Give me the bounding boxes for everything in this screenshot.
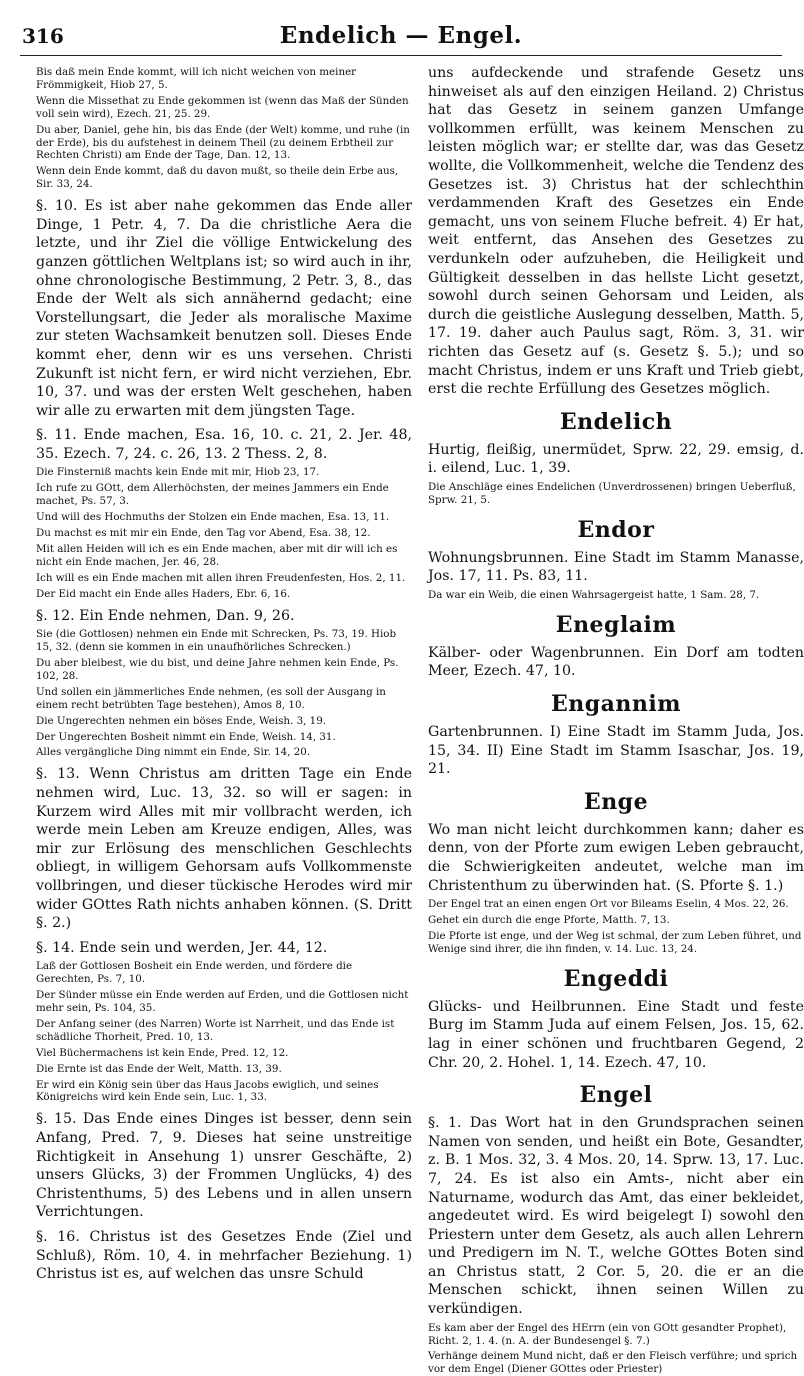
citation: Du aber bleibest, wie du bist, und deine Jahre nehmen kein Ende, Ps. 102, 28. xyxy=(36,657,399,682)
citation-block xyxy=(36,628,412,759)
entry-heading-engel: Engel xyxy=(579,1082,653,1109)
entry-heading-endor: Endor xyxy=(577,516,655,543)
citation: Und sollen ein jämmerliches Ende nehmen, (es soll der Ausgang in einem recht betrübten Tage bestehen), Amos 8, 10. xyxy=(36,685,386,711)
citation: Ich rufe zu GOtt, dem Allerhöchsten, der meines Jammers ein Ende machet, Ps. 57, 3. xyxy=(36,482,389,508)
section-12: §. 12. Ein Ende nehmen, Dan. 9, 26. xyxy=(36,607,295,624)
section-11: §. 11. Ende machen, Esa. 16, 10. c. 21, 2. Jer. 48, 35. Ezech. 7, 24. c. 26, 13. 2 Thess. 2, 8. xyxy=(36,427,412,462)
entry-heading-eneglaim: Eneglaim xyxy=(555,611,677,638)
entry-text-engel-section-1: §. 1. Das Wort hat in den Grundsprachen seinen Namen von senden, und heißt ein Bote, Gesandter, z. B. 1 Mos. 32, 3. 4 Mos. 20, 14. Sprw. 13, 17. Luc. 7, 24. Es ist also ein Amts-, nicht aber ein Naturname, wodurch das Amt, das einer bekleidet, angedeutet wird. Es wird beigelegt I) sowohl den Priestern unter dem Gesetz, als auch allen Lehrern und Predigern im N. T., welche GOttes Boten sind an Christus statt, 2 Cor. 5, 20. die er an die Menschen schickt, ihnen seinen Willen zu verkündigen. xyxy=(428,1115,804,1318)
citation: Gehet ein durch die enge Pforte, Matth. 7, 13. xyxy=(428,914,670,927)
entry-text-endor: Wohnungsbrunnen. Eine Stadt im Stamm Manasse, Jos. 17, 11. Ps. 83, 11. xyxy=(428,549,804,585)
entry-text-enge: Wo man nicht leicht durchkommen kann; daher es denn, von der Pforte zum ewigen Leben gebraucht, die Schwierigkeiten andeutet, welche man im Christenthum zu überwinden hat. (S. Pforte §. 1.) xyxy=(428,821,804,894)
entry-text-engannim: Gartenbrunnen. I) Eine Stadt im Stamm Juda, Jos. 15, 34. II) Eine Stadt im Stamm Isaschar, Jos. 19, 21. xyxy=(428,723,804,778)
entry-text-endelich: Hurtig, fleißig, unermüdet, Sprw. 22, 29. emsig, d. i. eilend, Luc. 1, 39. xyxy=(428,441,804,477)
section-10: §. 10. Es ist aber nahe gekommen das Ende aller Dinge, 1 Petr. 4, 7. Da die christliche Aera die letzte, und ihr Ziel die völlige Entwickelung des ganzen göttlichen Weltplans ist; so wird auch in ihr, ohne chronologische Bestimmung, 2 Petr. 3, 8., das Ende der Welt als sich annähernd gedacht; eine Vorstellungsart, die Jeder als moralische Maxime zur steten Wachsamkeit benutzen soll. Dieses Ende kommt eher, denn wir es uns versehen. Christi Zukunft ist nicht fern, er wird nicht verziehen, Ebr. 10, 37. und was der ersten Welt geschehen, haben wir alle zu erwarten mit dem jüngsten Tage. xyxy=(36,198,412,419)
citation-block xyxy=(36,66,412,191)
right-column xyxy=(428,64,804,1376)
citation: Sie (die Gottlosen) nehmen ein Ende mit Schrecken, Ps. 73, 19. Hiob 15, 32. (denn sie kommen in ein unaufhörliches Schrecken.) xyxy=(36,628,397,654)
entry-heading-engeddi: Engeddi xyxy=(563,965,669,992)
section-16-continued: uns aufdeckende und strafende Gesetz uns hinweiset als auf den einzigen Heiland. 2) Christus hat das Gesetz in seinem ganzen Umfange vollkommen erfüllt, was keinem Menschen zu leisten möglich war; er stellte dar, was das Gesetz wollte, die Vollkommenheit, welche die Tendenz des Gesetzes ist. 3) Christus hat der schlechthin verdammenden Kraft des Gesetzes ein Ende gemacht, uns von seinem Fluche befreit. 4) Er hat, weit entfernt, das Ansehen des Gesetzes zu verdunkeln oder aufzuheben, die Heiligkeit und Gültigkeit desselben in das hellste Licht gesetzt, sowohl durch seinen Gehorsam und Leiden, als durch die geistliche Auslegung desselben, Matth. 5, 17. 19. daher auch Paulus sagt, Röm. 3, 31. wir richten das Gesetz auf (s. Gesetz §. 5.); und so macht Christus, indem er uns Kraft und Trieb giebt, erst die rechte Erfüllung des Gesetzes möglich. xyxy=(428,65,804,398)
citation: Alles vergängliche Ding nimmt ein Ende, Sir. 14, 20. xyxy=(36,746,311,759)
citation: Viel Büchermachens ist kein Ende, Pred. 12, 12. xyxy=(36,1046,289,1059)
citation: Und will des Hochmuths der Stolzen ein Ende machen, Esa. 13, 11. xyxy=(36,511,390,524)
citation-block xyxy=(428,898,804,956)
entry-text-eneglaim: Kälber- oder Wagenbrunnen. Ein Dorf am todten Meer, Ezech. 47, 10. xyxy=(428,644,804,680)
citation-block xyxy=(428,481,804,507)
citation: Er wird ein König sein über das Haus Jacobs ewiglich, und seines Königreichs wird kein Ende sein, Luc. 1, 33. xyxy=(36,1078,379,1104)
citation: Der Sünder müsse ein Ende werden auf Erden, und die Gottlosen nicht mehr sein, Ps. 104, 35. xyxy=(36,989,409,1015)
citation: Der Eid macht ein Ende alles Haders, Ebr. 6, 16. xyxy=(36,587,291,600)
section-13: §. 13. Wenn Christus am dritten Tage ein Ende nehmen wird, Luc. 13, 32. so will er sagen: in Kurzem wird Alles mit mir vollbracht werden, ich werde mein Leben am Kreuze endigen, Alles, was mir zur Erlösung des menschlichen Geschlechts obliegt, in willigem Gehorsam aufs Vollkommenste vollbringen, und dieser tückische Herodes wird mir wider GOttes Rath nichts anhaben können. (S. Dritt §. 2.) xyxy=(36,766,412,932)
citation: Da war ein Weib, die einen Wahrsagergeist hatte, 1 Sam. 28, 7. xyxy=(428,588,760,601)
citation: Laß der Gottlosen Bosheit ein Ende werden, und fördere die Gerechten, Ps. 7, 10. xyxy=(36,960,353,986)
entry-text-engeddi: Glücks- und Heilbrunnen. Eine Stadt und feste Burg im Stamm Juda auf einem Felsen, Jos. 15, 62. lag in einer schönen und fruchtbaren Gegend, 2 Chr. 20, 2. Hohel. 1, 14. Ezech. 47, 10. xyxy=(428,998,804,1071)
citation: Der Ungerechten Bosheit nimmt ein Ende, Weish. 14, 31. xyxy=(36,730,336,743)
left-column xyxy=(36,64,412,1284)
citation: Verhänge deinem Mund nicht, daß er den Fleisch verführe; und sprich vor dem Engel (Diener GOttes oder Priester) xyxy=(428,1350,798,1376)
page-number: 316 xyxy=(22,24,64,48)
section-14: §. 14. Ende sein und werden, Jer. 44, 12. xyxy=(36,939,328,956)
citation: Wenn dein Ende kommt, daß du davon mußt, so theile dein Erbe aus, Sir. 33, 24. xyxy=(36,165,399,191)
citation-block xyxy=(428,1322,804,1376)
section-15: §. 15. Das Ende eines Dinges ist besser, denn sein Anfang, Pred. 7, 9. Dieses hat seine unstreitige Richtigkeit in Ansehung 1) unsrer Geschäfte, 2) unsers Glücks, 3) der Frommen Unglücks, 4) des Christenthums, 5) des Lebens und in allen unsern Verrichtungen. xyxy=(36,1111,412,1221)
citation: Ich will es ein Ende machen mit allen ihren Freudenfesten, Hos. 2, 11. xyxy=(36,571,406,584)
entry-heading-enge: Enge xyxy=(583,788,649,815)
citation: Der Engel trat an einen engen Ort vor Bileams Eselin, 4 Mos. 22, 26. xyxy=(428,898,789,911)
running-head: Endelich — Engel. xyxy=(279,22,523,49)
citation: Die Pforte ist enge, und der Weg ist schmal, der zum Leben führet, und Wenige sind ihrer, die ihn finden, v. 14. Luc. 13, 24. xyxy=(428,929,802,955)
citation: Die Ungerechten nehmen ein böses Ende, Weish. 3, 19. xyxy=(36,714,327,727)
page-header xyxy=(20,22,782,56)
citation: Die Anschläge eines Endelichen (Unverdrossenen) bringen Ueberfluß, Sprw. 21, 5. xyxy=(428,480,796,506)
citation: Wenn die Missethat zu Ende gekommen ist (wenn das Maß der Sünden voll sein wird), Ezech. 21, 25. 29. xyxy=(36,94,409,120)
entry-heading-engannim: Engannim xyxy=(550,690,682,717)
citation: Die Ernte ist das Ende der Welt, Matth. 13, 39. xyxy=(36,1062,282,1075)
citation: Bis daß mein Ende kommt, will ich nicht weichen von meiner Frömmigkeit, Hiob 27, 5. xyxy=(36,66,357,91)
citation: Du machst es mit mir ein Ende, den Tag vor Abend, Esa. 38, 12. xyxy=(36,527,371,540)
citation: Die Finsterniß machts kein Ende mit mir, Hiob 23, 17. xyxy=(36,466,320,479)
citation-block xyxy=(36,960,412,1104)
citation: Mit allen Heiden will ich es ein Ende machen, aber mit dir will ich es nicht ein Ende machen, Jer. 46, 28. xyxy=(36,543,398,568)
citation: Du aber, Daniel, gehe hin, bis das Ende (der Welt) komme, und ruhe (in der Erde), bis du aufstehest in deinem Theil (zu deinem Erbtheil zur Rechten Christi) am Ende der Tage, Dan. 12, 13. xyxy=(36,123,410,162)
two-column-body xyxy=(20,64,804,1376)
entry-heading-endelich: Endelich xyxy=(559,408,673,435)
citation-block xyxy=(36,466,412,600)
citation-block xyxy=(428,589,804,602)
citation: Der Anfang seiner (des Narren) Worte ist Narrheit, und das Ende ist schädliche Thorheit, Pred. 10, 13. xyxy=(36,1017,395,1043)
citation: Es kam aber der Engel des HErrn (ein von GOtt gesandter Prophet), Richt. 2, 1. 4. (n. A. der Bundesengel §. 7.) xyxy=(428,1321,787,1347)
section-16: §. 16. Christus ist des Gesetzes Ende (Ziel und Schluß), Röm. 10, 4. in mehrfacher Beziehung. 1) Christus ist es, auf welchen das unsre Schuld xyxy=(36,1228,412,1283)
